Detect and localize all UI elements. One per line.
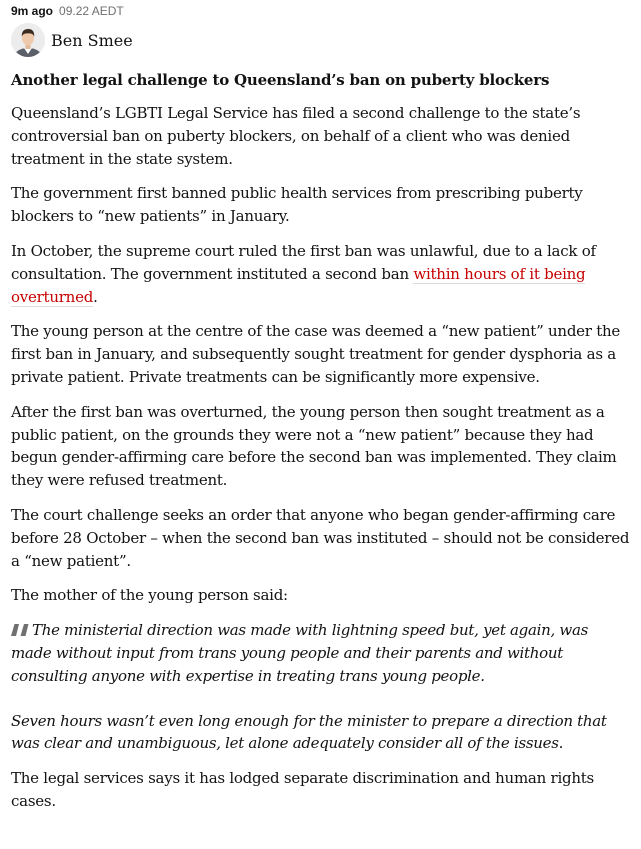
author-byline [11,22,630,58]
paragraph: After the first ban was overturned, the young person then sought treatment as a public patient, on the grounds they were not a “new patient” because they had begun gender-affirming care before the second ban was implemented. They claim they were refused treatment. [11,402,617,490]
post-timestamp: 09.22 AEDT [59,4,124,18]
time-ago[interactable]: 9m ago [11,4,54,18]
paragraph: The mother of the young person said: [11,586,288,605]
quote-icon [11,624,29,636]
quote-line [11,619,630,687]
author-avatar[interactable] [11,23,45,57]
liveblog-post [0,3,641,813]
paragraph-october [11,240,630,308]
author-name[interactable]: Ben Smee [51,30,133,50]
post-meta [11,3,630,19]
quote-line: Seven hours wasn’t even long enough for the minister to prepare a direction that was clear and unambiguous, let alone adequately consider all of the issues. [11,711,607,753]
post-headline: Another legal challenge to Queensland’s ban on puberty blockers [11,71,550,89]
paragraph-text: In October, the supreme court ruled the first ban was unlawful, due to a lack of consultation. The government instituted a second ban [11,241,596,283]
paragraph: The court challenge seeks an order that anyone who began gender-affirming care before 28 October – when the second ban was instituted – should not be considered a “new patient”. [11,505,630,570]
paragraph-closing: The legal services says it has lodged separate discrimination and human rights cases. [11,769,595,810]
paragraph: The young person at the centre of the case was deemed a “new patient” under the first ban in January, and subsequently sought treatment for gender dysphoria as a private patient. Private treatments can be significantly more expensive. [11,322,621,386]
avatar-portrait-icon [11,23,45,57]
paragraph: Queensland’s LGBTI Legal Service has filed a second challenge to the state’s controversial ban on puberty blockers, on behalf of a client who was denied treatment in the state system. [11,104,581,168]
quote-text: The ministerial direction was made with lightning speed but, yet again, was made without input from trans young people and their parents and without consulting anyone with expertise in treating trans young people. [11,621,588,685]
pull-quote [11,619,630,755]
overturned-link[interactable]: within hours of it being overturned [11,264,586,306]
paragraph-text: . [93,287,98,306]
paragraph: The government first banned public health services from prescribing puberty blockers to “new patients” in January. [11,184,583,226]
